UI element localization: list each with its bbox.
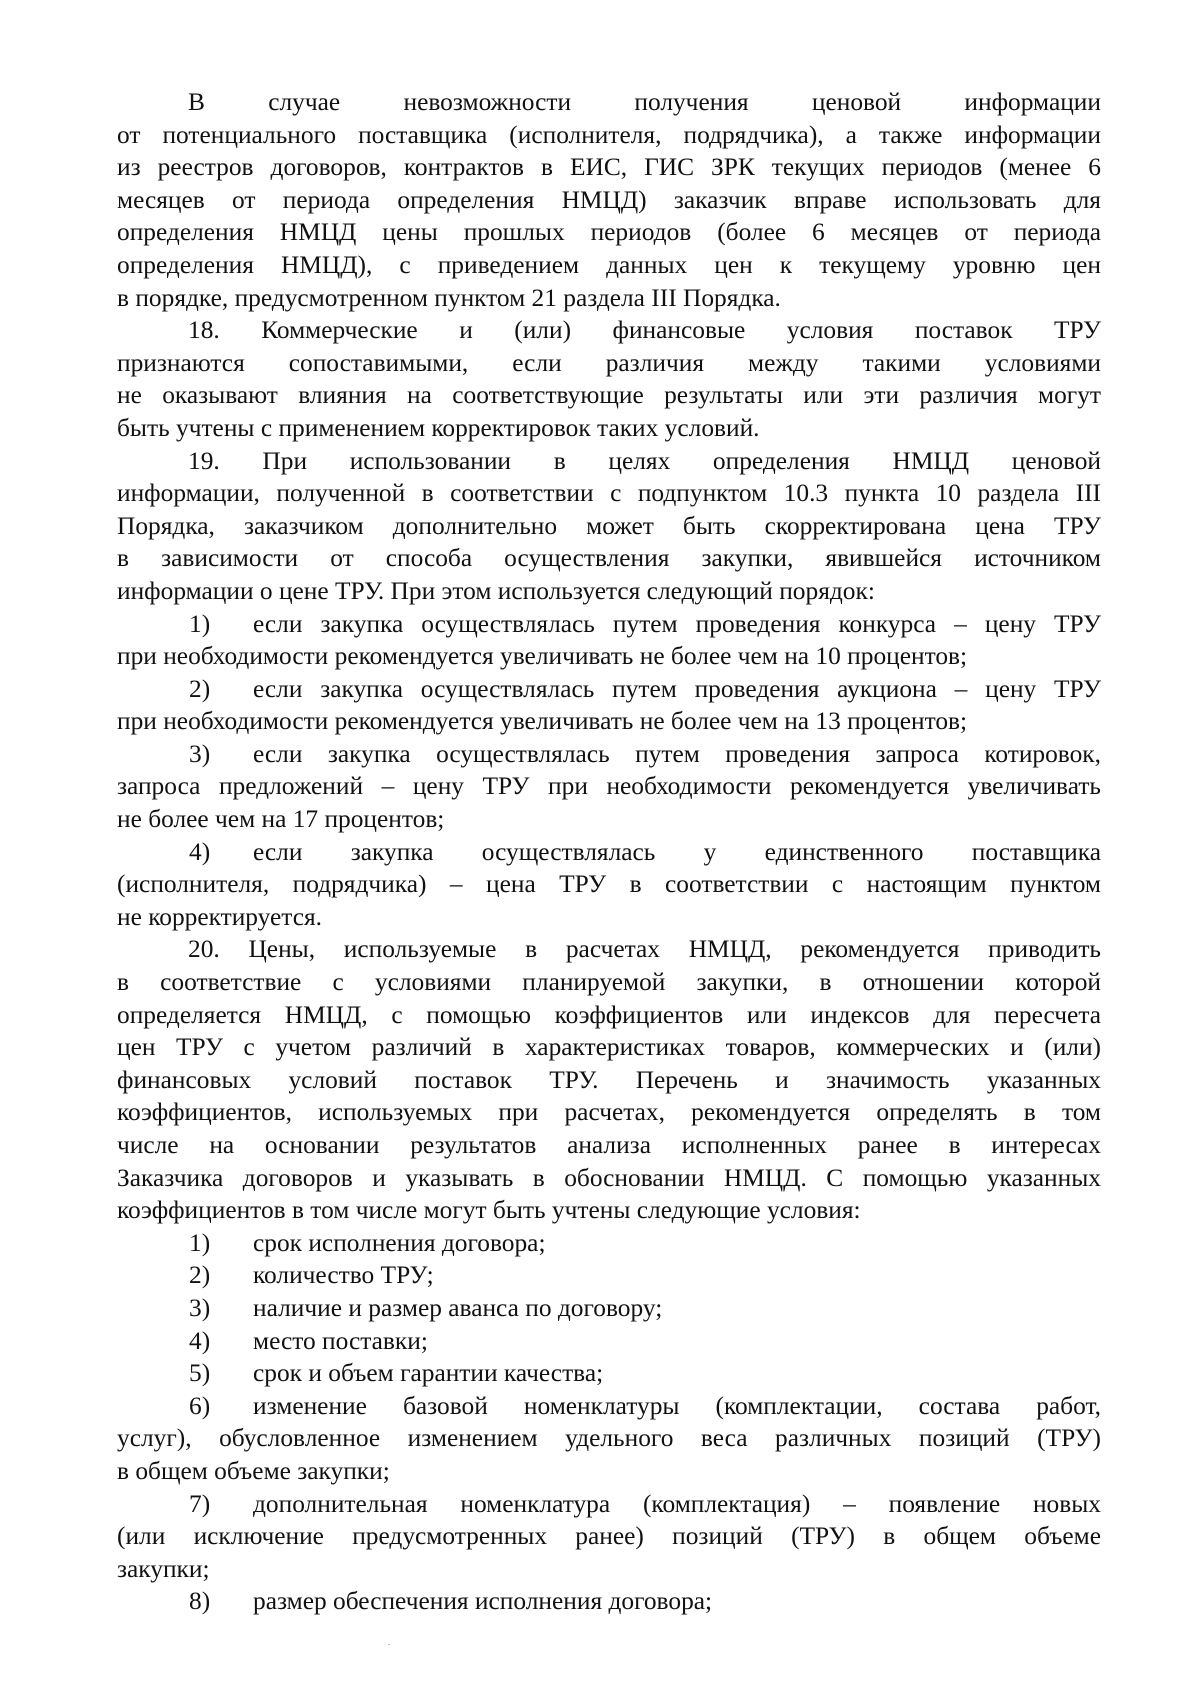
list-item-continuation: при необходимости рекомендуется увеличивать не более чем на 13 процентов; bbox=[117, 707, 968, 736]
list-item bbox=[117, 1390, 1101, 1423]
list-item-number: 3) bbox=[189, 739, 211, 768]
list-item-continuation: (исполнителя, подрядчика) – цена ТРУ в соответствии с настоящим пунктом bbox=[117, 870, 1101, 899]
paragraph-19-line: Порядка, заказчиком дополнительно может быть скорректирована цена ТРУ bbox=[117, 511, 1101, 540]
list-item-text: если закупка осуществлялась путем проведения конкурса – цену ТРУ bbox=[253, 609, 1101, 638]
list-item-text: срок и объем гарантии качества; bbox=[253, 1359, 604, 1388]
paragraph-line: В случае невозможности получения ценовой информации bbox=[188, 88, 1101, 116]
list-item-number: 6) bbox=[189, 1391, 211, 1420]
list-item bbox=[117, 738, 1101, 771]
list-item-number: 4) bbox=[189, 1326, 211, 1355]
list-item-number: 7) bbox=[189, 1489, 211, 1518]
list-item-number: 5) bbox=[189, 1359, 211, 1388]
paragraph-19-line: в зависимости от способа осуществления закупки, явившейся источником bbox=[117, 544, 1101, 573]
paragraph-line: месяцев от периода определения НМЦД) заказчик вправе использовать для bbox=[117, 185, 1101, 214]
list-item bbox=[117, 1325, 1101, 1358]
list-item-number: 2) bbox=[189, 1261, 211, 1290]
list-item bbox=[117, 1292, 1101, 1325]
list-item-text: место поставки; bbox=[253, 1326, 428, 1355]
list-item-text: размер обеспечения исполнения договора; bbox=[253, 1587, 713, 1616]
paragraph-18-line: 18. Коммерческие и (или) финансовые условия поставок ТРУ bbox=[188, 316, 1101, 345]
list-item-text: если закупка осуществлялась путем проведения запроса котировок, bbox=[253, 739, 1101, 768]
scan-speck bbox=[388, 1644, 390, 1645]
paragraph-18-line: быть учтены с применением корректировок таких условий. bbox=[117, 413, 760, 442]
list-item-text: дополнительная номенклатура (комплектация) – появление новых bbox=[253, 1489, 1101, 1518]
paragraph-line: из реестров договоров, контрактов в ЕИС, ГИС ЗРК текущих периодов (менее 6 bbox=[117, 153, 1101, 182]
paragraph-20-line: финансовых условий поставок ТРУ. Перечень и значимость указанных bbox=[117, 1065, 1101, 1094]
list-item-text: если закупка осуществлялась у единственного поставщика bbox=[253, 837, 1101, 866]
list-item bbox=[117, 1488, 1101, 1521]
list-item-number: 8) bbox=[189, 1587, 211, 1616]
paragraph-line: в порядке, предусмотренном пунктом 21 раздела III Порядка. bbox=[117, 283, 781, 312]
paragraph-20-line: Заказчика договоров и указывать в обосновании НМЦД. С помощью указанных bbox=[117, 1163, 1101, 1192]
list-item-number: 3) bbox=[189, 1293, 211, 1322]
list-item-number: 1) bbox=[189, 1228, 211, 1257]
list-item bbox=[117, 1227, 1101, 1260]
list-item-continuation: при необходимости рекомендуется увеличивать не более чем на 10 процентов; bbox=[117, 642, 968, 671]
paragraph-line: определения НМЦД цены прошлых периодов (более 6 месяцев от периода bbox=[117, 218, 1101, 247]
paragraph-18-line: признаются сопоставимыми, если различия между такими условиями bbox=[117, 348, 1101, 377]
list-item bbox=[117, 836, 1101, 869]
list-item-text: количество ТРУ; bbox=[253, 1261, 434, 1290]
list-item-continuation: (или исключение предусмотренных ранее) позиций (ТРУ) в общем объеме bbox=[117, 1522, 1101, 1551]
list-item-continuation: закупки; bbox=[117, 1554, 210, 1583]
paragraph-line: определения НМЦД), с приведением данных цен к текущему уровню цен bbox=[117, 250, 1101, 279]
list-item-text: наличие и размер аванса по договору; bbox=[253, 1293, 663, 1322]
paragraph-19-line: 19. При использовании в целях определения НМЦД ценовой bbox=[188, 446, 1101, 475]
list-item-number: 4) bbox=[189, 837, 211, 866]
list-item-continuation: не более чем на 17 процентов; bbox=[117, 805, 445, 834]
paragraph-19-line: информации о цене ТРУ. При этом используется следующий порядок: bbox=[117, 576, 875, 605]
paragraph-20-line: числе на основании результатов анализа исполненных ранее в интересах bbox=[117, 1131, 1101, 1159]
list-item-continuation: запроса предложений – цену ТРУ при необходимости рекомендуется увеличивать bbox=[117, 772, 1101, 801]
paragraph-20-line: в соответствие с условиями планируемой закупки, в отношении которой bbox=[117, 968, 1101, 997]
list-item-text: если закупка осуществлялась путем проведения аукциона – цену ТРУ bbox=[253, 674, 1101, 703]
list-item-text: изменение базовой номенклатуры (комплектации, состава работ, bbox=[253, 1391, 1101, 1420]
paragraph-19-line: информации, полученной в соответствии с подпунктом 10.3 пункта 10 раздела III bbox=[117, 479, 1101, 508]
list-item bbox=[117, 608, 1101, 641]
paragraph-20-line: цен ТРУ с учетом различий в характеристиках товаров, коммерческих и (или) bbox=[117, 1033, 1101, 1062]
list-item-continuation: в общем объеме закупки; bbox=[117, 1456, 390, 1485]
paragraph-20-line: определяется НМЦД, с помощью коэффициентов или индексов для пересчета bbox=[117, 1000, 1101, 1029]
list-item-number: 2) bbox=[189, 674, 211, 703]
list-item bbox=[117, 673, 1101, 706]
list-item-text: срок исполнения договора; bbox=[253, 1228, 546, 1257]
paragraph-20-line: коэффициентов в том числе могут быть учтены следующие условия: bbox=[117, 1196, 861, 1225]
paragraph-20-line: 20. Цены, используемые в расчетах НМЦД, рекомендуется приводить bbox=[188, 935, 1101, 964]
list-item-number: 1) bbox=[189, 609, 211, 638]
paragraph-line: от потенциального поставщика (исполнителя, подрядчика), а также информации bbox=[117, 120, 1101, 149]
paragraph-18-line: не оказывают влияния на соответствующие результаты или эти различия могут bbox=[117, 381, 1101, 410]
paragraph-20-line: коэффициентов, используемых при расчетах, рекомендуется определять в том bbox=[117, 1098, 1101, 1127]
list-item bbox=[117, 1259, 1101, 1292]
list-item bbox=[117, 1585, 1101, 1618]
list-item-continuation: услуг), обусловленное изменением удельного веса различных позиций (ТРУ) bbox=[117, 1424, 1101, 1453]
document-body bbox=[117, 86, 1101, 1618]
list-item-continuation: не корректируется. bbox=[117, 902, 322, 931]
list-item bbox=[117, 1357, 1101, 1390]
